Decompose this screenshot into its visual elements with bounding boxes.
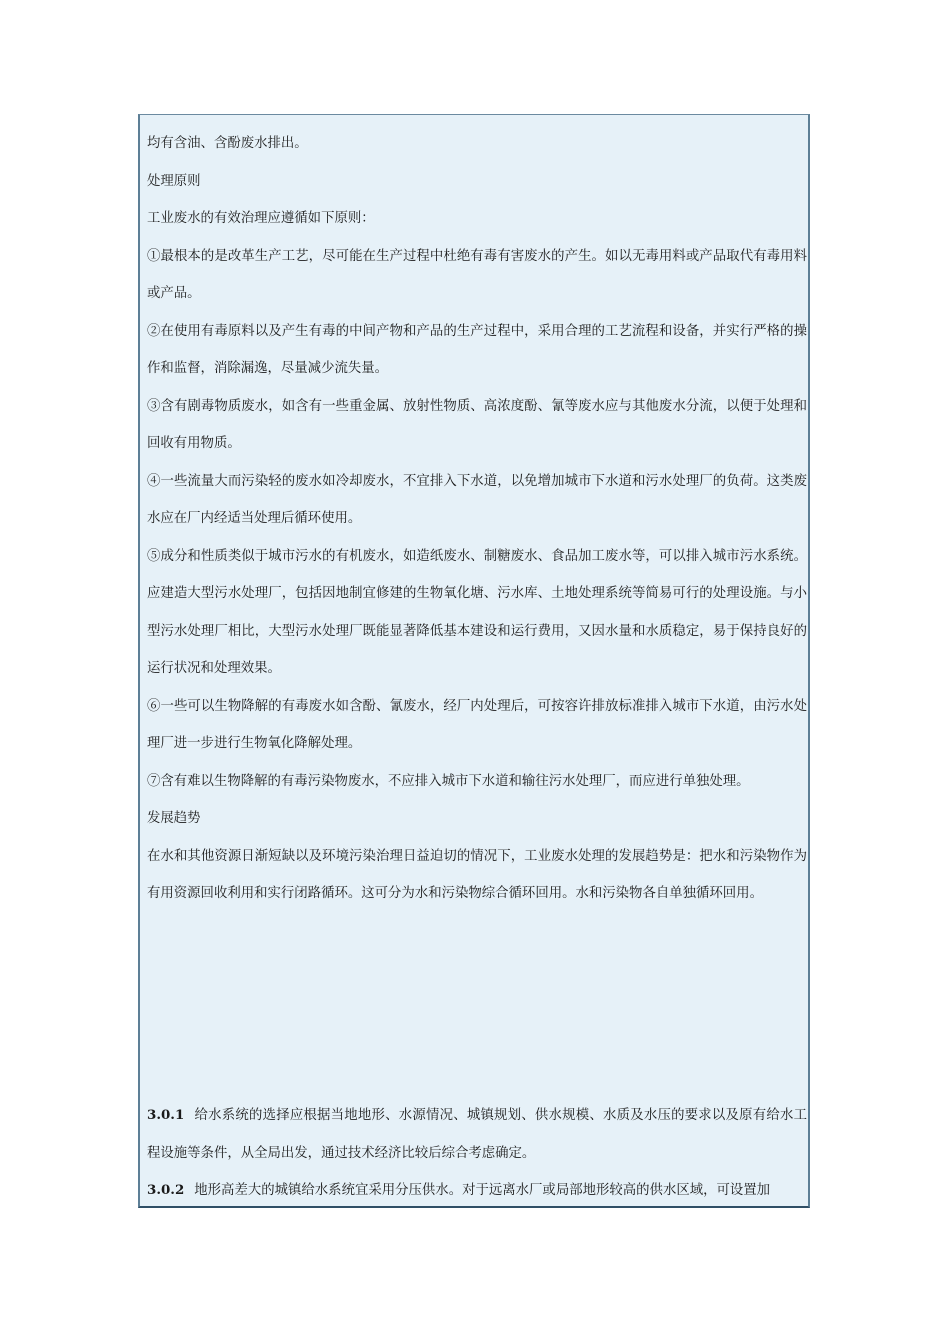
clauses-block — [147, 1097, 807, 1208]
principle-item-2: ②在使用有毒原料以及产生有毒的中间产物和产品的生产过程中，采用合理的工艺流程和设备，并实行严格的操作和监督，消除漏逸，尽量减少流失量。 — [147, 323, 807, 376]
clause-number: 3.0.2 — [147, 1182, 185, 1198]
heading-development-trend: 发展趋势 — [147, 811, 201, 826]
paragraph-intro-fragment: 均有含油、含酚废水排出。 — [147, 136, 308, 151]
principle-item-4: ④一些流量大而污染轻的废水如冷却废水，不宜排入下水道，以免增加城市下水道和污水处理厂的负荷。这类废水应在厂内经适当处理后循环使用。 — [147, 473, 807, 526]
principle-item-5: ⑤成分和性质类似于城市污水的有机废水，如造纸废水、制糖废水、食品加工废水等，可以排入城市污水系统。应建造大型污水处理厂，包括因地制宜修建的生物氧化塘、污水库、土地处理系统等简易可行的处理设施。与小型污水处理厂相比，大型污水处理厂既能显著降低基本建设和运行费用，又因水量和水质稳定，易于保持良好的运行状况和处理效果。 — [147, 548, 807, 676]
clause-3-0-2 — [147, 1172, 807, 1208]
principle-item-3: ③含有剧毒物质废水，如含有一些重金属、放射性物质、高浓度酚、氰等废水应与其他废水分流，以便于处理和回收有用物质。 — [147, 398, 807, 451]
clause-text: 地形高差大的城镇给水系统宜采用分压供水。对于远离水厂或局部地形较高的供水区域，可设置加 — [194, 1183, 771, 1198]
clause-text: 给水系统的选择应根据当地地形、水源情况、城镇规划、供水规模、水质及水压的要求以及原有给水工程设施等条件，从全局出发，通过技术经济比较后综合考虑确定。 — [147, 1108, 807, 1161]
heading-treatment-principles: 处理原则 — [147, 173, 201, 189]
principle-item-7: ⑦含有难以生物降解的有毒污染物废水，不应排入城市下水道和输往污水处理厂，而应进行单独处理。 — [147, 773, 750, 789]
clause-3-0-1 — [147, 1097, 807, 1172]
top-text-block — [147, 125, 807, 913]
principle-item-1: ①最根本的是改革生产工艺，尽可能在生产过程中杜绝有毒有害废水的产生。如以无毒用料或产品取代有毒用料或产品。 — [147, 248, 807, 301]
principle-item-6: ⑥一些可以生物降解的有毒废水如含酚、氰废水，经厂内处理后，可按容许排放标准排入城市下水道，由污水处理厂进一步进行生物氧化降解处理。 — [147, 698, 807, 751]
document-content-box — [138, 114, 810, 1208]
paragraph-principles-lead: 工业废水的有效治理应遵循如下原则： — [147, 211, 375, 226]
paragraph-development-trend: 在水和其他资源日渐短缺以及环境污染治理日益迫切的情况下，工业废水处理的发展趋势是：把水和污染物作为有用资源回收利用和实行闭路循环。这可分为水和污染物综合循环回用。水和污染物各自单独循环回用。 — [147, 848, 807, 901]
clause-number: 3.0.1 — [147, 1107, 185, 1123]
